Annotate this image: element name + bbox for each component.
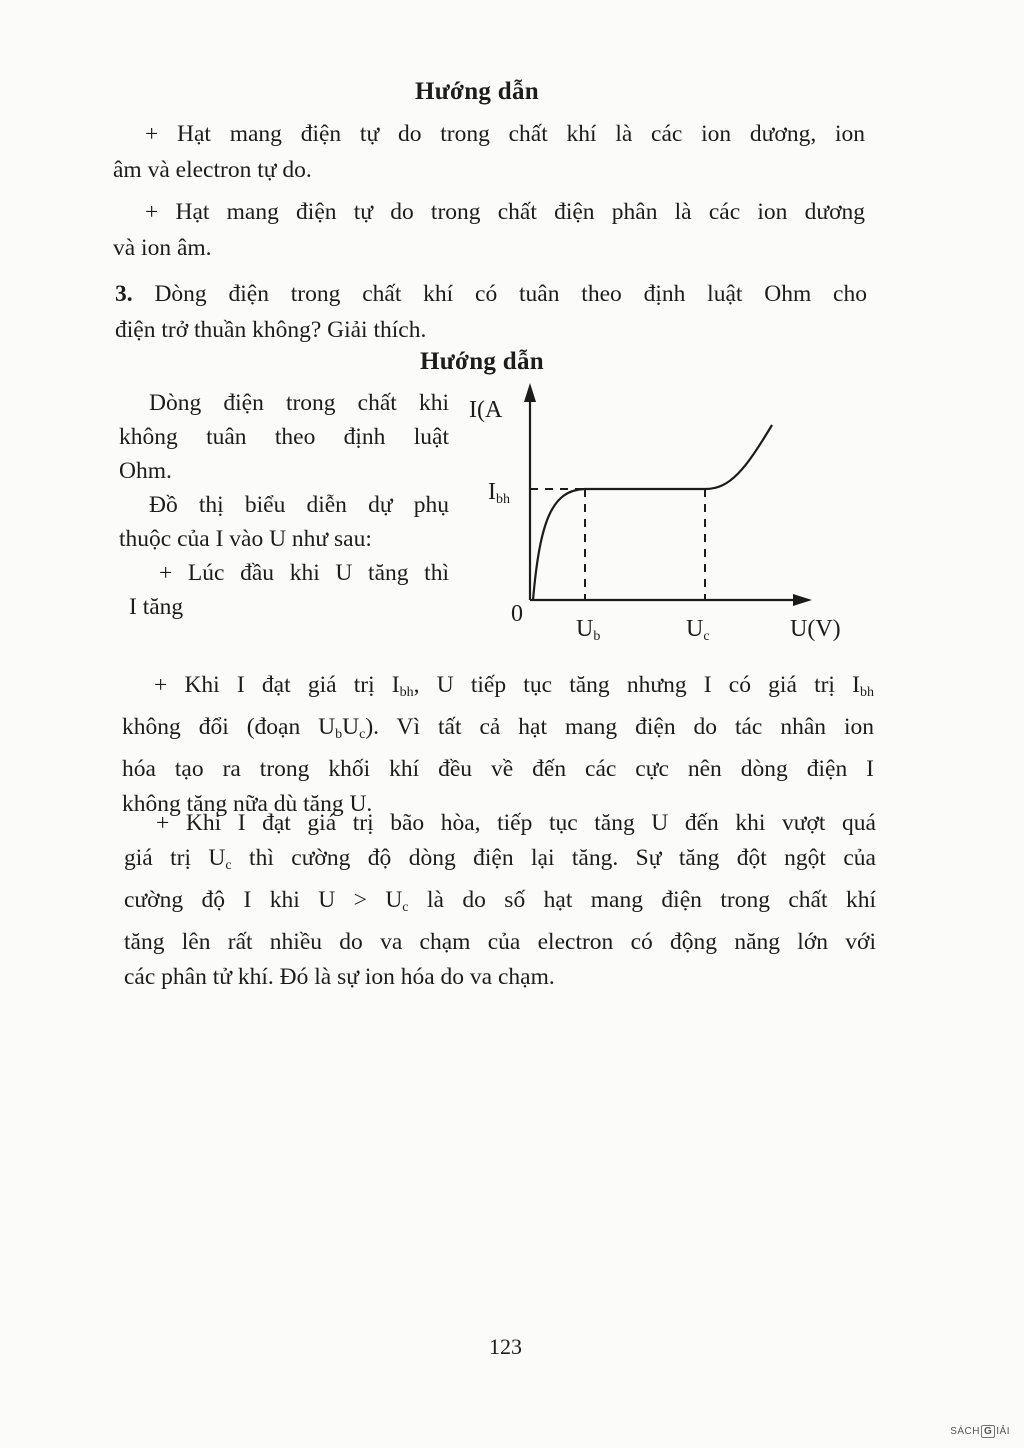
text-line: các phân tử khí. Đó là sự ion hóa do va chạm.	[124, 964, 555, 990]
ibh-symbol: I	[488, 479, 496, 505]
text-line: Đồ thị biểu diễn dự phụ	[149, 492, 449, 518]
text-line: và ion âm.	[113, 235, 212, 261]
text-line: không tăng nữa dù tăng U.	[122, 791, 373, 817]
section-heading: Hướng dẫn	[415, 78, 539, 105]
ub-label	[576, 617, 600, 644]
text-line: thuộc của I vào U như sau:	[119, 526, 372, 552]
x-axis-label: U(V)	[790, 616, 841, 642]
text-line: I tăng	[129, 594, 184, 620]
text-line: + Khi I đạt giá trị bão hòa, tiếp tục tăng U đến khi vượt quá	[156, 810, 876, 836]
text-line: giá trị $U_c$ thì cường độ dòng điện lại tăng. Sự tăng đột ngột của	[124, 845, 876, 873]
text-line: âm và electron tự do.	[113, 157, 312, 183]
text-line: Dòng điện trong chất khi	[149, 390, 449, 416]
origin-label: 0	[511, 601, 523, 627]
current-curve	[533, 425, 772, 600]
question-number: 3.	[115, 281, 133, 307]
section-heading: Hướng dẫn	[420, 348, 544, 375]
text-line: tăng lên rất nhiều do va chạm của electron có động năng lớn với	[124, 929, 876, 955]
ibh-label	[488, 480, 510, 507]
page-number: 123	[489, 1334, 522, 1359]
paragraph-saturation	[122, 668, 874, 822]
y-axis-arrow	[524, 383, 536, 402]
text-line: Ohm.	[119, 458, 172, 484]
text-line: cường độ I khi $U > U_c$ là do số hạt mang điện trong chất khí	[124, 887, 876, 915]
text-line: + Lúc đầu khi U tăng thì	[159, 560, 449, 586]
uc-symbol: U	[686, 616, 704, 642]
text-line: hóa tạo ra trong khối khí đều về đến các cực nên dòng điện I	[122, 756, 874, 782]
ub-subscript: b	[593, 629, 601, 644]
question-text: Dòng điện trong chất khí có tuân theo định luật Ohm cho	[154, 281, 867, 307]
text-line: điện trở thuần không? Giải thích.	[115, 317, 427, 343]
text-line: + Khi I đạt giá trị $I_{bh}$, U tiếp tục tăng nhưng I có giá trị $I_{bh}$	[154, 672, 874, 700]
text-line: + Hạt mang điện tự do trong chất khí là các ion dương, ion	[145, 121, 865, 147]
text-line: không đổi (đoạn $U_bU_c$). Vì tất cả hạt mang điện do tác nhân ion	[122, 714, 874, 742]
uc-label	[686, 617, 710, 644]
y-axis-label: I(A	[469, 397, 503, 423]
text-line: + Hạt mang điện tự do trong chất điện phân là các ion dương	[145, 199, 865, 225]
text-line: không tuân theo định luật	[119, 424, 449, 450]
publisher-logo: SÁCH G IẢI	[950, 1426, 1010, 1437]
ub-symbol: U	[576, 616, 594, 642]
x-axis-arrow	[793, 594, 812, 606]
ibh-subscript: bh	[496, 492, 510, 507]
paragraph-impact-ionization	[124, 806, 876, 995]
uc-subscript: c	[703, 629, 710, 644]
